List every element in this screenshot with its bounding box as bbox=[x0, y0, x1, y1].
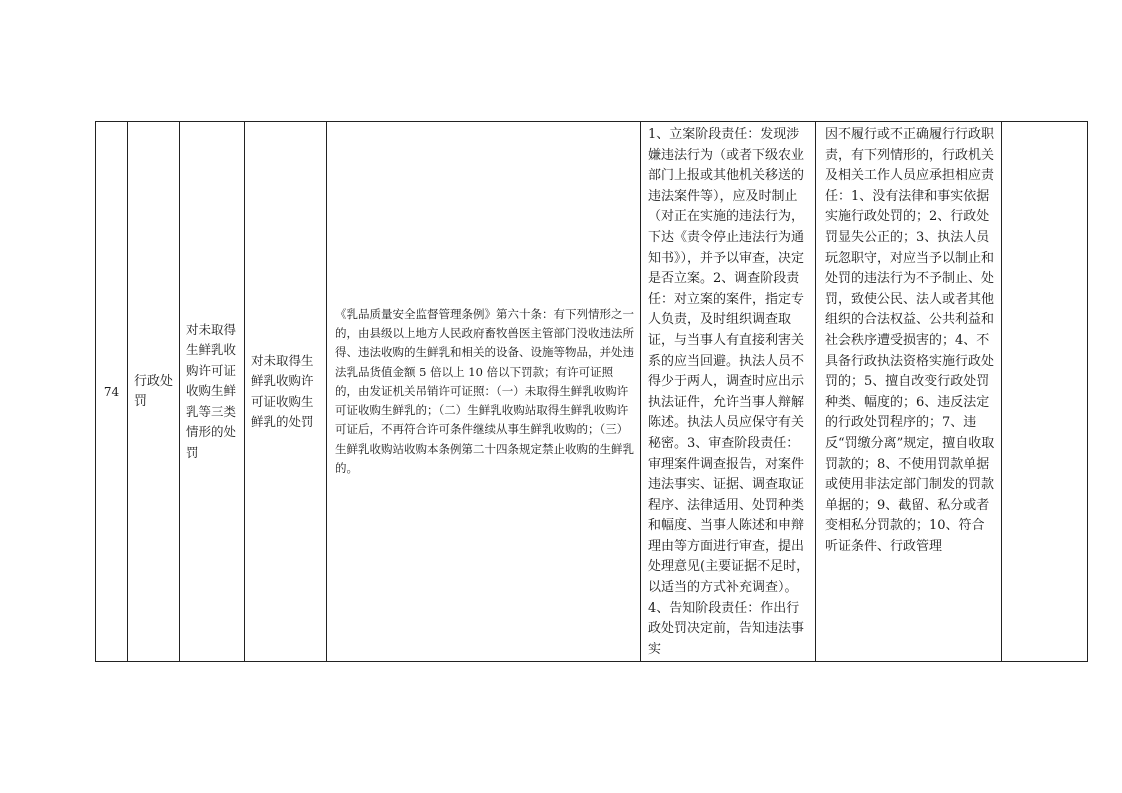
table-row bbox=[96, 122, 1088, 662]
power-type-cell bbox=[128, 122, 180, 662]
sub-item-cell bbox=[245, 122, 327, 662]
row-number-text: 74 bbox=[103, 384, 120, 399]
power-type-text: 行政处罚 bbox=[134, 373, 174, 409]
item-name-text: 对未取得生鲜乳收购许可证收购生鲜乳等三类情形的处罚 bbox=[186, 321, 237, 460]
remarks-cell bbox=[1002, 122, 1088, 662]
duty-text: 1、立案阶段责任：发现涉嫌违法行为（或者下级农业部门上报或其他机关移送的违法案件等），应及时制止（对正在实施的违法行为，下达《责令停止违法行为通知书》），并予以审查，决定是否立案。2、调查阶段责任：对立案的案件，指定专人负责，及时组织调查取证，与当事人有直接利害关系的应当回避。执法人员不得少于两人，调查时应出示执法证件，允许当事人辩解陈述。执法人员应保守有关秘密。3、审查阶段责任：审理案件调查报告，对案件违法事实、证据、调查取证程序、法律适用、处罚种类和幅度、当事人陈述和申辩理由等方面进行审查，提出处理意见(主要证据不足时，以适当的方式补充调查）。4、告知阶段责任：作出行政处罚决定前，告知违法事实 bbox=[648, 127, 810, 657]
legal-basis-cell bbox=[327, 122, 641, 662]
item-name-cell bbox=[180, 122, 245, 662]
responsibility-table bbox=[95, 121, 1088, 662]
accountability-text: 因不履行或不正确履行行政职责，有下列情形的，行政机关及相关工作人员应承担相应责任：1、没有法律和事实依据实施行政处罚的；2、行政处罚显失公正的；3、执法人员玩忽职守，对应当予以制止和处罚的违法行为不予制止、处罚，致使公民、法人或者其他组织的合法权益、公共利益和社会秩序遭受损害的；4、不具备行政执法资格实施行政处罚的；5、擅自改变行政处罚种类、幅度的；6、违反法定的行政处罚程序的；7、违反“罚缴分离”规定，擅自收取罚款的；8、不使用罚款单据或使用非法定部门制发的罚款单据的；9、截留、私分或者变相私分罚款的；10、符合听证条件、行政管理 bbox=[825, 127, 995, 554]
sub-item-text: 对未取得生鲜乳收购许可证收购生鲜乳的处罚 bbox=[251, 352, 314, 429]
legal-basis-text: 《乳品质量安全监督管理条例》第六十条：有下列情形之一的，由县级以上地方人民政府畜牧兽医主管部门没收违法所得、违法收购的生鲜乳和相关的设备、设施等物品，并处违法乳品货值金额 5 倍以上 10 倍以下罚款；有许可证照的，由发证机关吊销许可证照：（一）未取得生鲜乳收购许可证收购生鲜乳的；（二）生鲜乳收购站取得生鲜乳收购许可证后，不再符合许可条件继续从事生鲜乳收购的；（三）生鲜乳收购站收购本条例第二十四条规定禁止收购的生鲜乳的。 bbox=[335, 307, 634, 475]
accountability-cell bbox=[816, 122, 1002, 662]
row-number bbox=[96, 122, 128, 662]
duty-cell bbox=[641, 122, 816, 662]
